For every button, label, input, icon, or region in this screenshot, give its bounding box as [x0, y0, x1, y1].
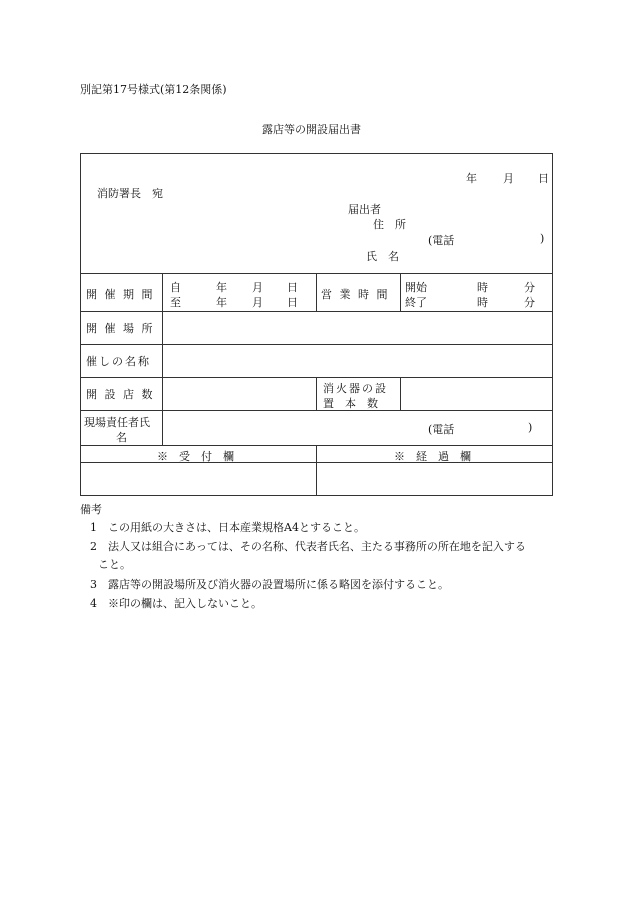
- period-from-month: 月: [252, 281, 263, 294]
- venue-label: 開 催 場 所: [86, 322, 155, 335]
- manager-phone-open: (電話: [428, 423, 455, 436]
- address-label: 住 所: [373, 218, 406, 231]
- period-to-day: 日: [287, 296, 298, 309]
- row-divider-venue: [80, 344, 553, 345]
- phone-close: ): [540, 232, 545, 245]
- stalls-label: 開 設 店 数: [86, 388, 155, 401]
- hours-start-minute: 分: [524, 281, 535, 294]
- row-divider-stalls: [80, 410, 553, 411]
- col-divider-office: [316, 445, 317, 496]
- date-year: 年: [466, 172, 477, 185]
- period-to-month: 月: [252, 296, 263, 309]
- manager-label-line1: 現場責任者氏: [84, 416, 150, 429]
- manager-phone-close: ): [528, 421, 533, 434]
- manager-label-line2: 名: [116, 431, 127, 444]
- progress-column-header: ※ 経 過 欄: [394, 450, 471, 463]
- extinguisher-label-line2: 置 本 数: [323, 397, 378, 410]
- notes-heading: 備考: [80, 503, 102, 516]
- date-month: 月: [503, 172, 514, 185]
- col-divider-label: [162, 273, 163, 445]
- period-to-year: 年: [216, 296, 227, 309]
- period-from-day: 日: [287, 281, 298, 294]
- hours-start-hour: 時: [477, 281, 488, 294]
- col-divider-extinguisher: [400, 377, 401, 410]
- period-label: 開 催 期 間: [86, 288, 155, 301]
- notifier-label: 届出者: [348, 203, 381, 216]
- date-day: 日: [538, 172, 549, 185]
- note-item: 3 露店等の開設場所及び消火器の設置場所に係る略図を添付すること。: [90, 578, 449, 591]
- hours-end-hour: 時: [477, 296, 488, 309]
- note-item: 4 ※印の欄は、記入しないこと。: [90, 597, 262, 610]
- note-item-continuation: こと。: [98, 558, 131, 571]
- hours-end-minute: 分: [524, 296, 535, 309]
- period-from: 自: [170, 281, 181, 294]
- name-label: 氏 名: [366, 250, 399, 263]
- form-title: 露店等の開設届出書: [262, 123, 361, 136]
- extinguisher-label-line1: 消火器の設: [323, 382, 388, 395]
- phone-open: (電話: [428, 234, 455, 247]
- col-divider-stalls: [316, 377, 317, 410]
- col-divider-period: [316, 273, 317, 311]
- note-item: 1 この用紙の大きさは、日本産業規格A4とすること。: [90, 521, 365, 534]
- event-name-label: 催しの名称: [86, 355, 151, 368]
- business-hours-label: 営 業 時 間: [321, 288, 390, 301]
- addressee: 消防署長 宛: [97, 187, 163, 200]
- period-from-year: 年: [216, 281, 227, 294]
- form-number: 別記第17号様式(第12条関係): [80, 83, 227, 96]
- row-divider-period: [80, 311, 553, 312]
- hours-end: 終了: [405, 296, 427, 309]
- note-item: 2 法人又は組合にあっては、その名称、代表者氏名、主たる事務所の所在地を記入する: [90, 540, 526, 553]
- hours-start: 開始: [405, 281, 427, 294]
- col-divider-hours: [400, 273, 401, 311]
- period-to: 至: [170, 296, 181, 309]
- reception-column-header: ※ 受 付 欄: [157, 450, 234, 463]
